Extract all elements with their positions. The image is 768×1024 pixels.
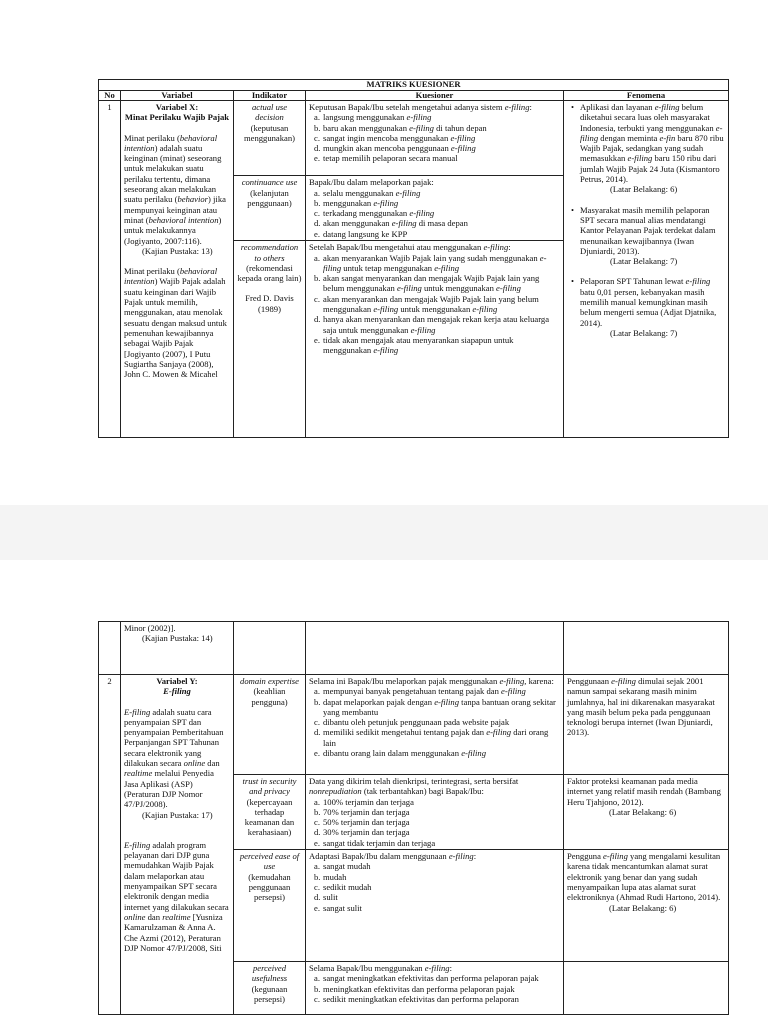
option-marker: d. [314,218,321,229]
answer-option [314,727,560,748]
text-run: akan menggunakan [323,218,392,229]
text-run: : [449,963,452,974]
variable-citation-1: (Kajian Pustaka: 13) [142,245,213,256]
option-marker: e. [314,837,320,848]
indicator-cell-empty [234,622,306,675]
italic-term: e-filing [434,262,460,273]
indicator-name: continuance use [241,177,298,188]
answer-option [314,817,560,828]
variable-title [124,102,230,123]
indicator-cell [234,675,306,775]
phenomenon-text [580,102,725,184]
text-run: Selama Bapak/Ibu menggunakan [309,963,425,974]
italic-term: e-filing [391,218,417,229]
text-run: Pelaporan SPT Tahunan lewat [580,276,686,287]
text-run: Faktor proteksi keamanan pada media internet yang relatif masih rendah (Bambang Heru Tjahjono, 2012). [567,776,721,807]
indicator-translation: (keputusan menggunakan) [243,122,296,143]
italic-term: e-fin [659,132,676,143]
text-run: menggunakan [323,197,374,208]
table-row-continued [99,622,729,675]
phenomenon-citation: (Latar Belakang: 6) [609,806,677,817]
text-run: mungkin akan mencoba penggunaan [323,143,451,154]
answer-option [314,837,560,848]
variable-cell [121,675,234,1015]
option-marker: a. [314,861,320,872]
text-run: di tahun depan [433,122,487,133]
option-marker: e. [314,902,320,913]
text-run: Selama ini Bapak/Ibu melaporkan pajak menggunakan [309,676,500,686]
text-run: datang langsung ke KPP [323,228,408,239]
text-run: sangat tidak terjamin dan terjaga [323,837,436,848]
text-run: sangat sulit [323,902,362,913]
italic-term: e-filing [627,153,653,164]
phenomenon-cell-empty [564,962,729,1015]
answer-option [314,993,560,1004]
italic-term: e-filing [603,851,628,862]
questionnaire-cell [306,675,564,775]
italic-term: e-filing [611,676,636,686]
answer-option [314,861,560,872]
phenomenon-citation: (Latar Belakang: 6) [609,902,677,913]
answer-option [314,218,560,229]
option-marker: c. [314,993,320,1004]
indicator-name: recommendation to others [240,242,299,263]
text-run: baru 870 ribu Wajib Pajak, sedangkan yang sudah memasukkan [580,132,724,164]
answer-options [309,112,560,163]
row-number-empty [99,622,121,675]
answer-options [309,253,560,356]
text-run: baru akan menggunakan [323,122,410,133]
question-text [309,676,560,686]
text-run: baru 150 ribu dari jumlah Wajib Pajak 24 Juta (Kismantoro Petrus, 2014). [580,153,720,185]
italic-term: e-filing [409,208,435,219]
italic-term: e-filing [409,122,434,133]
text-run: adalah program pelayanan dari DJP guna memudahkan Wajib Pajak dalam melaporkan atau menyampaikan SPT secara elektronik dengan media internet yang dilakukan secara [124,839,229,912]
indicator-translation: (keahlian pengguna) [251,686,288,707]
italic-term: e-filing [654,102,680,112]
option-marker: c. [314,132,320,143]
document-page-2 [0,560,768,1024]
indicator-name: perceived ease of use [239,851,300,872]
indicator-translation: (kepercayaan terhadap keamanan dan kerahasiaan) [244,796,295,838]
answer-options [309,861,560,912]
answer-option [314,112,560,123]
text-run: hanya akan menyarankan dan mengajak rekan kerja atau keluarga saja untuk menggunakan [323,314,550,335]
italic-term: behavioral intention [124,132,218,153]
italic-term: e-filing [373,197,399,208]
indicator-cell [234,176,306,241]
answer-options [309,188,560,239]
indicator-cell [234,962,306,1015]
variable-definition-1 [124,133,230,246]
text-run: selalu menggunakan [323,187,396,198]
header-no: No [99,90,121,101]
option-marker: b. [314,197,321,208]
phenomenon-item [580,102,725,195]
italic-term: e-filing [406,112,432,123]
text-run: sedikit meningkatkan efektivitas dan performa pelaporan [323,993,519,1004]
phenomenon-cell [564,775,729,850]
answer-option [314,892,560,903]
option-marker: b. [314,983,321,994]
header-variabel: Variabel [121,90,234,101]
answer-options [309,686,560,758]
text-run: 100% terjamin dan terjaga [323,796,414,807]
answer-option [314,293,560,315]
text-run: Aplikasi dan layanan [580,102,655,112]
text-run: sangat mudah [323,861,371,872]
italic-term: e-filing [472,304,498,315]
italic-term: realtime [162,911,191,922]
phenomenon-cell-empty [564,622,729,675]
text-run: tidak akan mengajak atau menyarankan siapapun untuk menggunakan [323,334,514,356]
row-number: 2 [99,675,121,1015]
option-marker: a. [314,796,320,807]
text-run: langsung menggunakan [323,112,407,123]
answer-option [314,871,560,882]
text-run: Penggunaan [567,676,612,686]
questionnaire-cell [306,241,564,438]
phenomenon-citation: (Latar Belakang: 7) [610,327,678,338]
indicator-translation: (kegunaan persepsi) [251,983,288,1004]
indicator-translation: (rekomendasi kepada orang lain) [237,262,302,284]
answer-option [314,132,560,143]
text-run: dapat melaporkan pajak dengan [323,696,435,707]
answer-option [314,197,560,208]
italic-term: e-filing [580,122,723,143]
text-run: untuk menggunakan [421,283,497,294]
text-run: Bapak/Ibu dalam melaporkan pajak: [309,177,434,188]
variable-cell [121,101,234,438]
indicator-name: perceived usefulness [251,963,288,984]
italic-term: e-filing [323,252,547,273]
phenomenon-text [567,851,725,902]
variable-citation-1: (Kajian Pustaka: 17) [142,809,213,820]
variable-name: Minat Perilaku Wajib Pajak [124,112,230,123]
italic-term: realtime [124,768,153,779]
text-run: terkadang menggunakan [323,208,410,219]
indicator-cell [234,101,306,176]
italic-term: e-filing [410,324,436,335]
question-text [309,242,560,252]
phenomenon-text [567,676,725,738]
text-run: di masa depan [416,218,468,229]
italic-term: e-filing [461,748,487,759]
question-text [309,177,560,187]
option-marker: e. [314,748,320,759]
option-marker: b. [314,806,321,817]
questionnaire-cell [306,101,564,176]
text-run: ) Wajib Pajak adalah suatu keinginan dari Wajib Pajak untuk memilih, menggunakan, atau menolak sesuatu dengan maksud untuk pemenuhan kewajibannya sebagai Wajib Pajak [Jogiyanto (2007), I Putu Sugiartha Sanjaya (2008), John C. Mowen & Micahel [124,276,227,380]
text-run: adalah suatu cara penyampaian SPT dan penyampaian Pemberitahuan Perpanjangan SPT Tahunan secara elektronik yang dilakukan secara [124,706,224,769]
question-text [309,776,560,797]
text-run: tanpa bantuan orang sekitar yang membantu [323,696,556,717]
option-marker: c. [314,817,320,828]
text-run: sedikit mudah [323,881,372,892]
phenomenon-item [580,205,725,267]
document-page-1 [0,0,768,505]
option-marker: c. [314,208,320,219]
text-run: dari orang lain [323,727,549,748]
indicator-reference: Fred D. Davis (1989) [245,293,294,314]
text-run: dibantu orang lain dalam menggunakan [323,748,462,759]
option-marker: e. [314,228,320,239]
option-marker: a. [314,686,320,697]
italic-term: e-filing [395,187,421,198]
text-run: Minat perilaku ( [124,266,180,277]
option-marker: c. [314,881,320,892]
variable-title [124,676,230,697]
phenomenon-text [567,776,725,807]
indicator-cell [234,850,306,962]
italic-term: nonrepudiation [309,786,362,797]
option-marker: a. [314,252,320,263]
answer-option [314,796,560,807]
answer-option [314,228,560,239]
italic-term: e-filing [685,276,711,287]
option-marker: d. [314,727,321,738]
indicator-cell [234,241,306,438]
header-fenomena: Fenomena [564,90,729,101]
text-run: dimulai sejak 2001 namun sampai sekarang masih minim jumlahnya, hal ini dikarenakan masyarakat yang masih belum peka pada penggunaan teknologi berupa internet (Iwan Djuniardi, 2013). [567,676,715,738]
answer-option [314,748,560,759]
variable-name: E-filing [163,686,191,697]
option-marker: d. [314,892,321,903]
text-run: untuk tetap menggunakan [341,262,435,273]
italic-term: e-filing [396,283,422,294]
table-row [99,101,729,176]
text-run: akan sangat menyarankan dan mengajak Wajib Pajak lain yang belum menggunakan [323,273,540,294]
text-run: sulit [323,892,338,903]
variable-label: Variabel X: [155,102,199,112]
phenomenon-text [580,276,725,327]
matrix-table-page-2 [98,621,729,1015]
questionnaire-cell [306,850,564,962]
text-run: 50% terjamin dan terjaga [323,817,410,828]
text-run: Pengguna [567,851,604,862]
text-run: untuk menggunakan [398,304,473,315]
italic-term: e-filing [501,686,526,697]
header-indikator: Indikator [234,90,306,101]
phenomenon-cell [564,675,729,775]
text-run: meningkatkan efektivitas dan performa pelaporan pajak [323,983,515,994]
italic-term: online [124,911,146,922]
text-run: Masyarakat masih memilih pelaporan SPT secara manual alias mendatangi Kantor Pelayanan Pajak terdekat dalam menunaikan kewajibannya (Iwan Djuniardi, 2013). [580,204,716,256]
row-number: 1 [99,101,121,438]
questionnaire-cell-empty [306,622,564,675]
text-run: yang mengalami kesulitan karena tidak mencantumkan alamat surat elektronik yang benar dan yang sudah menyampaikan lupa atas alamat surat elektroniknya (Ahmad Rudi Hartono, 2014). [567,851,721,903]
indicator-cell [234,775,306,850]
answer-option [314,153,560,164]
text-run: Minat perilaku ( [124,132,180,143]
answer-option [314,187,560,198]
italic-term: e-filing [450,143,476,154]
phenomenon-list [567,102,725,338]
option-marker: a. [314,112,320,123]
text-run: tetap memilih pelaporan secara manual [323,153,458,164]
text-run: : [473,851,477,862]
option-marker: c. [314,717,320,728]
text-run: : [508,242,511,253]
option-marker: b. [314,871,321,882]
questionnaire-cell [306,176,564,241]
answer-option [314,973,560,984]
option-marker: d. [314,143,321,154]
text-run: dan [145,911,163,922]
text-run: dengan meminta [598,132,660,143]
italic-term: e-filing [373,345,399,356]
text-run: 30% terjamin dan terjaga [323,827,410,838]
answer-options [309,973,560,1004]
table-title-row [99,80,729,91]
question-text [309,851,560,861]
option-marker: d. [314,827,321,838]
indicator-translation: (kelanjutan penggunaan) [247,187,292,208]
answer-option [314,983,560,994]
italic-term: behavior [177,194,209,205]
text-run: , karena: [524,676,554,686]
text-run: memiliki sedikit mengetahui tentang pajak dan [323,727,487,738]
answer-option [314,143,560,154]
answer-option [314,881,560,892]
text-run: Data yang dikirim telah dienkripsi, terintegrasi, serta bersifat [309,776,519,786]
answer-option [314,806,560,817]
text-run: Keputusan Bapak/Ibu setelah mengetahui adanya sistem [309,102,505,112]
variable-definition-2 [124,840,230,953]
text-run: dan [205,758,220,769]
italic-term: behavioral intention [124,266,218,287]
matrix-table-page-1 [98,79,729,438]
text-run: sangat ingin mencoba menggunakan [323,132,451,143]
text-run: ) jika mempunyai keinginan atau minat ( [124,194,226,225]
option-marker: b. [314,122,321,133]
italic-term: E-filing [124,706,151,717]
option-marker: e. [314,334,320,345]
phenomenon-cell [564,850,729,962]
italic-term: behavioral intention [148,214,219,225]
header-kuesioner: Kuesioner [306,90,564,101]
italic-term: e-filing [450,132,476,143]
italic-term: online [183,758,206,769]
phenomenon-citation: (Latar Belakang: 6) [610,184,678,195]
answer-option [314,827,560,838]
italic-term: e-filing [424,963,450,974]
text-run: : [529,102,532,112]
questionnaire-cell [306,962,564,1015]
text-run: mempunyai banyak pengetahuan tentang pajak dan [323,686,502,697]
answer-option [314,208,560,219]
text-run: ) untuk melakukannya (Jogiyanto, 2007:116). [124,214,222,246]
phenomenon-item [580,276,725,338]
text-run: batu 0,01 persen, kebanyakan masih memilih manual kemungkinan masih belum mengerti semua (Adjat Djatnika, 2014). [580,286,717,328]
option-marker: a. [314,187,320,198]
italic-term: e-filing [448,851,474,862]
variable-citation-continued: (Kajian Pustaka: 14) [142,633,213,644]
text-run: Setelah Bapak/Ibu mengetahui atau menggunakan [309,242,484,253]
text-run: (tak terbantahkan) bagi Bapak/Ibu: [361,786,484,797]
text-run: melalui Penyedia Jasa Aplikasi (ASP) (Peraturan DJP Nomor 47/PJ/2008). [124,768,214,810]
option-marker: c. [314,293,320,304]
indicator-name: domain expertise [240,676,299,686]
italic-term: e-filing [496,283,521,294]
italic-term: e-filing [499,676,525,686]
text-run: sangat meningkatkan efektivitas dan performa pelaporan pajak [323,973,539,984]
phenomenon-text [580,205,725,256]
variable-cell-continued [121,622,234,675]
option-marker: b. [314,273,321,284]
text-run: akan menyarankan dan mengajak Wajib Pajak lain yang belum menggunakan [323,293,539,315]
text-run: mudah [323,871,347,882]
option-marker: e. [314,153,320,164]
answer-option [314,717,560,728]
answer-option [314,314,560,335]
phenomenon-citation: (Latar Belakang: 7) [610,256,678,267]
table-title: MATRIKS KUESIONER [99,80,729,91]
questionnaire-cell [306,775,564,850]
answer-options [309,797,560,848]
text-run: dibantu oleh petunjuk penggunaan pada website pajak [323,717,510,728]
italic-term: e-filing [434,696,460,707]
variable-label: Variabel Y: [156,676,198,686]
text-run: akan menyarankan Wajib Pajak lain yang sudah menggunakan [323,252,540,263]
text-run: 70% terjamin dan terjaga [323,806,410,817]
option-marker: d. [314,314,321,325]
variable-text-continued: Minor (2002)]. [124,623,176,633]
table-row [99,675,729,775]
italic-term: e-filing [486,727,512,738]
indicator-name: trust in security and privacy [242,776,297,797]
variable-definition-1 [124,707,230,810]
answer-option [314,334,560,356]
answer-option [314,902,560,913]
answer-option [314,252,560,274]
option-marker: a. [314,973,320,984]
question-text [309,963,560,973]
phenomenon-cell [564,101,729,438]
table-header-row [99,90,729,101]
text-run: ) adalah suatu keinginan (minat) seseorang untuk melakukan suatu perilaku tertentu, dimana seseorang akan melakukan suatu perilaku ( [124,142,222,205]
answer-option [314,122,560,133]
text-run: Adaptasi Bapak/Ibu dalam menggunaan [309,851,449,862]
text-run: [Yusniza Kamarulzaman & Anna A. Che Azmi (2012), Peraturan DJP Nomor 47/PJ/2008, Siti [124,911,223,953]
indicator-translation: (kemudahan penggunaan persepsi) [248,871,291,903]
text-run: belum diketahui secara luas oleh masyarakat Indonesia, terbukti yang menggunakan [580,102,716,133]
variable-definition-2 [124,266,230,379]
italic-term: e-filing [504,102,530,112]
indicator-name: actual use decision [251,102,288,123]
answer-option [314,696,560,718]
italic-term: e-filing [483,242,509,253]
italic-term: E-filing [124,839,151,850]
italic-term: e-filing [373,304,399,315]
answer-option [314,273,560,294]
option-marker: b. [314,696,321,707]
question-text [309,102,560,112]
answer-option [314,686,560,697]
